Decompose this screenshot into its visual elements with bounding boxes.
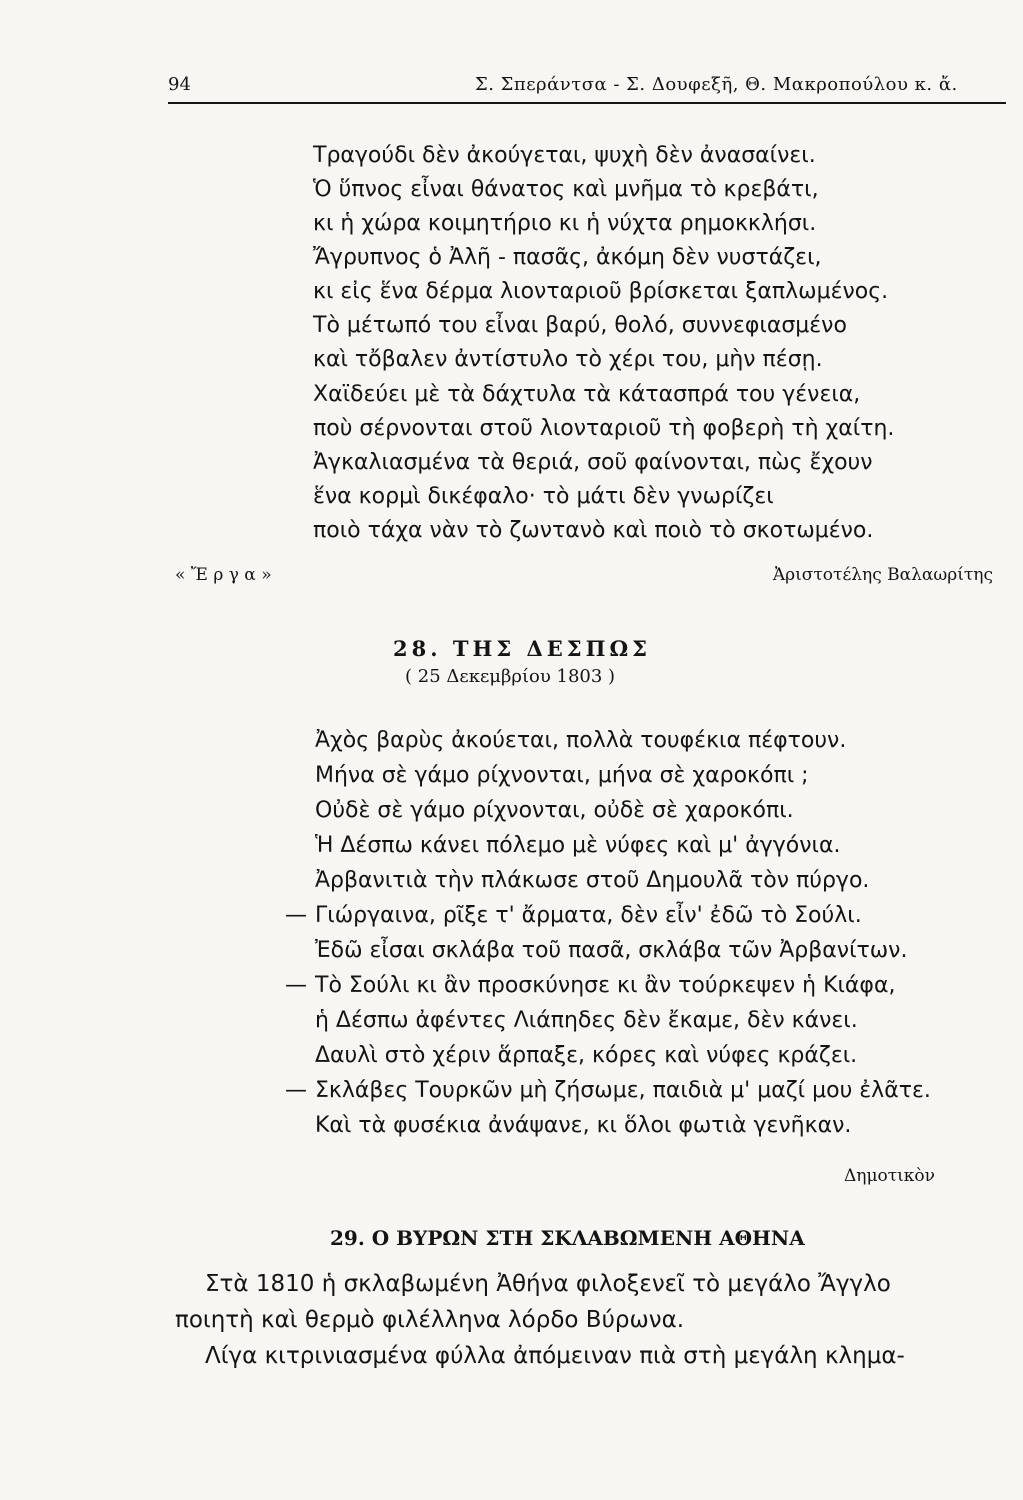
- running-title: Σ. Σπεράντσα - Σ. Δουφεξῆ, Θ. Μακροπούλου κ. ἄ.: [475, 74, 958, 95]
- poem-line: Ὁ ὕπνος εἶναι θάνατος καὶ μνῆμα τὸ κρεβάτι,: [313, 177, 819, 202]
- source-attribution: Δημοτικὸν: [843, 1166, 935, 1186]
- paragraph-line: ποιητὴ καὶ θερμὸ φιλέλληνα λόρδο Βύρωνα.: [175, 1307, 685, 1333]
- poem-line: Ἀγκαλιασμένα τὰ θεριά, σοῦ φαίνονται, πὼς ἔχουν: [313, 450, 873, 475]
- paragraph-line: Στὰ 1810 ἡ σκλαβωμένη Ἀθήνα φιλοξενεῖ τὸ μεγάλο Ἄγγλο: [205, 1271, 891, 1297]
- poem-line: Ἡ Δέσπω κάνει πόλεμο μὲ νύφες καὶ μ' ἀγγόνια.: [315, 833, 841, 858]
- poem-line: καὶ τὄβαλεν ἀντίστυλο τὸ χέρι του, μὴν πέσῃ.: [313, 347, 823, 372]
- poem-line: Δαυλὶ στὸ χέριν ἅρπαξε, κόρες καὶ νύφες κράζει.: [315, 1043, 858, 1068]
- poem-line: Καὶ τὰ φυσέκια ἀνάψανε, κι ὅλοι φωτιὰ γενῆκαν.: [315, 1113, 852, 1138]
- poem-line: ποιὸ τάχα νὰν τὸ ζωντανὸ καὶ ποιὸ τὸ σκοτωμένο.: [313, 518, 874, 543]
- poem-line: ἕνα κορμὶ δικέφαλο· τὸ μάτι δὲν γνωρίζει: [313, 484, 774, 509]
- poem-line: — Σκλάβες Τουρκῶν μὴ ζήσωμε, παιδιὰ μ' μαζί μου ἐλᾶτε.: [285, 1078, 931, 1103]
- poem-line: — Γιώργαινα, ρῖξε τ' ἄρματα, δὲν εἶν' ἐδῶ τὸ Σούλι.: [285, 903, 862, 928]
- source-author: Ἀριστοτέλης Βαλαωρίτης: [772, 565, 993, 585]
- poem-line: Ἐδῶ εἶσαι σκλάβα τοῦ πασᾶ, σκλάβα τῶν Ἀρβανίτων.: [315, 938, 908, 963]
- poem-line: κι εἰς ἕνα δέρμα λιονταριοῦ βρίσκεται ξαπλωμένος.: [313, 279, 889, 304]
- poem-line: ποὺ σέρνονται στοῦ λιονταριοῦ τὴ φοβερὴ τὴ χαίτη.: [313, 416, 895, 441]
- poem-line: Ἀχὸς βαρὺς ἀκούεται, πολλὰ τουφέκια πέφτουν.: [315, 728, 847, 753]
- paragraph-line: Λίγα κιτρινιασμένα φύλλα ἀπόμειναν πιὰ στὴ μεγάλη κλημα-: [205, 1343, 905, 1369]
- poem-line: Ἀρβανιτιὰ τὴν πλάκωσε στοῦ Δημουλᾶ τὸν πύργο.: [315, 868, 870, 893]
- source-work: « Ἔ ρ γ α »: [175, 565, 272, 585]
- section-title: 29. Ο ΒΥΡΩΝ ΣΤΗ ΣΚΛΑΒΩΜΕΝΗ ΑΘΗΝΑ: [330, 1226, 805, 1250]
- poem-line: — Τὸ Σούλι κι ἂν προσκύνησε κι ἂν τούρκεψεν ἡ Κιάφα,: [285, 973, 896, 998]
- poem-line: κι ἡ χώρα κοιμητήριο κι ἡ νύχτα ρημοκκλήσι.: [313, 211, 817, 236]
- poem-line: Οὐδὲ σὲ γάμο ρίχνονται, οὐδὲ σὲ χαροκόπι.: [315, 798, 794, 823]
- poem-line: Τὸ μέτωπό του εἶναι βαρύ, θολό, συννεφιασμένο: [313, 313, 847, 338]
- section-subtitle: ( 25 Δεκεμβρίου 1803 ): [405, 666, 616, 687]
- page-number: 94: [168, 74, 191, 95]
- poem-line: Μήνα σὲ γάμο ρίχνονται, μήνα σὲ χαροκόπι ;: [315, 763, 809, 788]
- poem-line: Τραγούδι δὲν ἀκούγεται, ψυχὴ δὲν ἀνασαίνει.: [313, 143, 816, 168]
- poem-line: ἡ Δέσπω ἀφέντες Λιάπηδες δὲν ἔκαμε, δὲν κάνει.: [315, 1008, 858, 1033]
- running-header: [168, 72, 1006, 104]
- poem-line: Ἄγρυπνος ὁ Ἀλῆ - πασᾶς, ἀκόμη δὲν νυστάζει,: [313, 245, 822, 270]
- section-title: 28. ΤΗΣ ΔΕΣΠΩΣ: [393, 636, 651, 661]
- poem-line: Χαϊδεύει μὲ τὰ δάχτυλα τὰ κάτασπρά του γένεια,: [313, 382, 861, 407]
